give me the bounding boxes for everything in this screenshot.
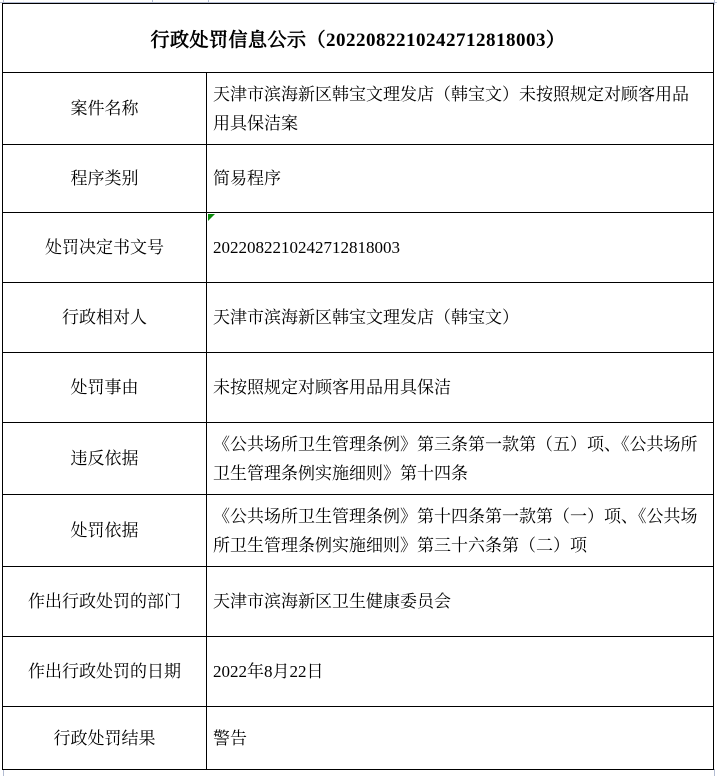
- table-row: [3, 352, 713, 422]
- row-value-penalty-basis: 《公共场所卫生管理条例》第十四条第一款第（一）项、《公共场所卫生管理条例实施细则》第三十六条第（二）项: [213, 506, 698, 555]
- row-label-penalty-department: 作出行政处罚的部门: [3, 567, 207, 636]
- table-row: [3, 212, 713, 282]
- row-label-penalty-basis: 处罚依据: [3, 495, 207, 566]
- row-label-penalty-date: 作出行政处罚的日期: [3, 637, 207, 706]
- table-title: 行政处罚信息公示（2022082210242712818003）: [150, 29, 566, 51]
- table-row: [3, 706, 713, 769]
- row-label-violation-basis: 违反依据: [3, 423, 207, 494]
- row-value-administrative-counterpart: 天津市滨海新区韩宝文理发店（韩宝文）: [213, 308, 519, 327]
- row-label-case-name: 案件名称: [3, 73, 207, 144]
- row-label-decision-doc-number: 处罚决定书文号: [3, 213, 207, 282]
- row-label-procedure-type: 程序类别: [3, 145, 207, 212]
- row-label-penalty-reason: 处罚事由: [3, 353, 207, 422]
- row-value-penalty-date: 2022年8月22日: [213, 662, 324, 681]
- decision-doc-number-text: 2022082210242712818003: [213, 238, 400, 257]
- row-label-administrative-counterpart: 行政相对人: [3, 283, 207, 352]
- table-row: [3, 566, 713, 636]
- gridline-stub-bottom-right: [714, 769, 715, 776]
- penalty-disclosure-table: [2, 3, 714, 770]
- row-value-decision-doc-number: [207, 213, 713, 282]
- row-label-penalty-result: 行政处罚结果: [3, 707, 207, 769]
- table-row: [3, 144, 713, 212]
- table-row: [3, 636, 713, 706]
- row-value-violation-basis: 《公共场所卫生管理条例》第三条第一款第（五）项、《公共场所卫生管理条例实施细则》第十四条: [213, 434, 698, 483]
- table-row: [3, 72, 713, 144]
- row-value-penalty-reason: 未按照规定对顾客用品用具保洁: [213, 378, 451, 397]
- row-value-case-name: 天津市滨海新区韩宝文理发店（韩宝文）未按照规定对顾客用品用具保洁案: [213, 84, 689, 133]
- table-row: [3, 282, 713, 352]
- gridline-stub-bottom-left: [3, 769, 4, 776]
- table-row: [3, 494, 713, 566]
- row-value-procedure-type: 简易程序: [213, 169, 281, 188]
- table-row: [3, 422, 713, 494]
- cell-error-indicator-icon: [208, 214, 215, 221]
- row-value-penalty-department: 天津市滨海新区卫生健康委员会: [213, 592, 451, 611]
- row-value-penalty-result: 警告: [213, 728, 247, 748]
- gridline-stub-top-right: [714, 0, 715, 5]
